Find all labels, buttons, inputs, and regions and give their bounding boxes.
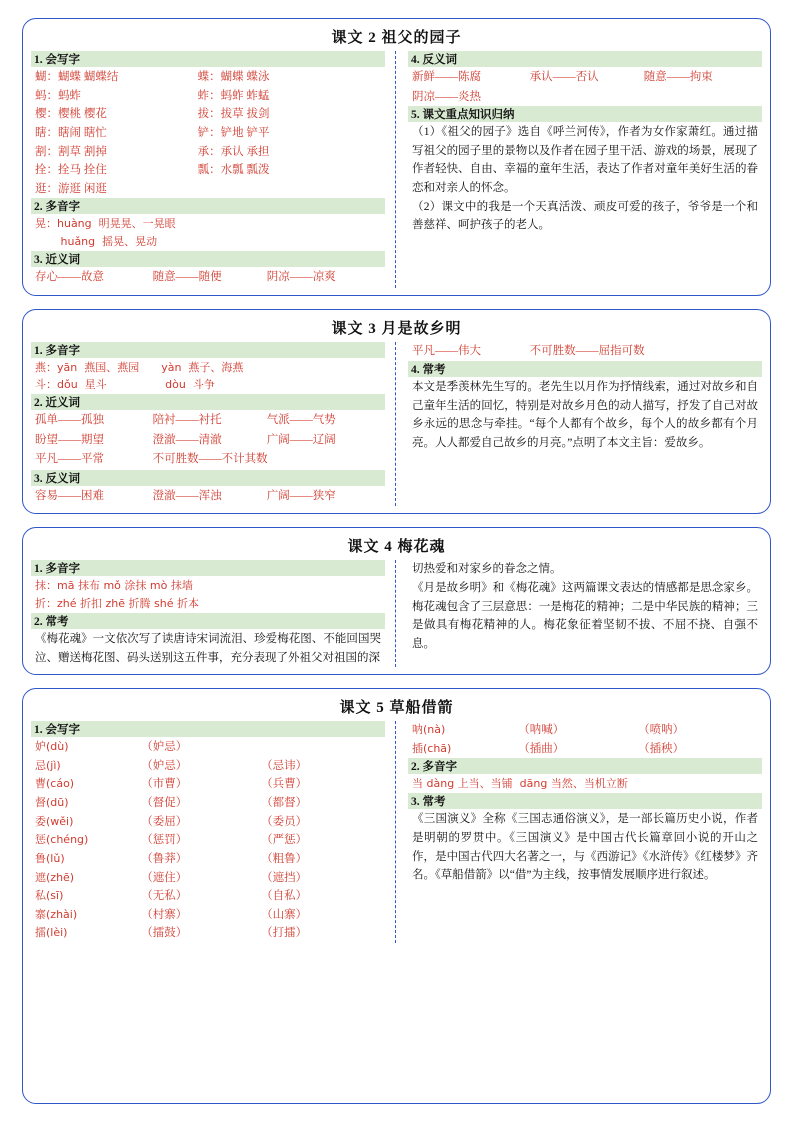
word-pair: 盼望——期望 [35,433,104,446]
section-heading: 2. 多音字 [408,758,762,774]
word-pair: 广阔——狭窄 [266,489,336,502]
word-pair: 澄澈——清澈 [152,433,222,446]
char-row [408,721,762,740]
char-pinyin: 插(chā) [412,741,452,755]
char-pinyin: 委(wěi) [35,814,74,828]
char-word: （市曹） [141,778,188,791]
hanzi-cell: 铲：铲地 铲平 [197,126,270,139]
hanzi-row [31,105,385,124]
char-word: （督促） [141,797,188,810]
lesson-card-5 [22,688,771,1104]
word-pair-row [31,411,385,431]
word-pair-row [31,450,385,470]
hanzi-row [31,180,385,199]
word-pair: 存心——故意 [35,271,104,283]
char-word: （擂鼓） [141,927,188,940]
hanzi-cell: 樱：樱桃 樱花 [35,108,107,121]
column-divider [395,721,396,943]
char-word: （兵曹） [261,778,308,791]
char-word: （忌讳） [261,759,308,772]
char-word: （遮挡） [261,871,308,884]
word-pair: 新鲜——陈腐 [412,71,481,83]
card-columns [31,51,762,288]
word-pair: 平凡——伟大 [412,344,481,357]
word-pair: 随意——随便 [152,271,222,283]
char-row [31,924,385,943]
char-word: （严惩） [261,834,308,847]
card-title: 课文 3 月是故乡明 [331,320,462,337]
polyphone-line: huǎng 摇晃、晃动 [35,235,158,249]
section-heading: 4. 反义词 [408,51,762,67]
word-pair-row [31,487,385,507]
char-row [31,906,385,925]
summary-paragraph: 《月是故乡明》和《梅花魂》这两篇课文表达的情感都是思念家乡。梅花魂包含了三层意思：一是梅花的精神；二是中华民族的精神；三是做具有梅花精神的人。梅花象征着坚韧不拔、不屈不挠、自强不息。 [412,581,758,650]
char-pinyin: 曹(cáo) [35,777,75,791]
hanzi-row [31,68,385,87]
word-pair-line: 阴凉——炎热 [412,90,481,103]
column-left [31,560,394,667]
column-divider [395,51,396,288]
summary-paragraph: （1）《祖父的园子》选自《呼兰河传》，作者为女作家萧红。通过描写祖父的园子里的景物以及作者在园子里干活、游戏的场景，展现了作者轻快、自由、幸福的童年生活，表达了作者对童年美好生活的眷恋和对亲人的怀念。 [412,126,758,195]
word-pair-row [31,268,385,288]
section-heading: 2. 多音字 [31,198,385,214]
hanzi-cell: 蝶：蝴蝶 蝶泳 [197,71,270,83]
column-divider [395,342,396,507]
column-right [397,51,762,288]
column-right [397,560,762,667]
word-pair: 容易——困难 [35,489,104,502]
summary-paragraph: （2）课文中的我是一个天真活泼、顽皮可爱的孩子，爷爷是一个和善慈祥、呵护孩子的老人。 [412,200,758,232]
char-word: （喷呐） [638,724,685,737]
hanzi-cell: 拴：拴马 拴住 [35,164,107,177]
hanzi-cell: 蚂：蚂蚱 [35,89,81,102]
char-row [31,869,385,888]
card-columns [31,721,762,943]
word-pair: 不可胜数——不计其数 [152,453,268,466]
char-word: （无私） [141,890,188,903]
summary-paragraph: 本文是季羡林先生写的。老先生以月作为抒情线索，通过对故乡和自己童年生活的回忆，特别是对故乡月色的动人描写，抒发了自己对故乡永远的思念与牵挂。“每个人都有个故乡，每个人的故乡都有个月亮。人人都爱自己故乡的月亮。”点明了本文主旨：爱故乡。 [412,381,758,449]
char-word: （打擂） [261,927,308,940]
char-pinyin: 惩(chéng) [35,833,89,847]
char-word: （妒忌） [141,759,188,772]
char-word: （呐喊） [518,724,565,737]
char-word: （插秧） [638,742,685,755]
word-pair-row [408,342,762,362]
hanzi-row [31,161,385,180]
word-pair-row [408,68,762,88]
hanzi-row [31,143,385,162]
summary-continuation: 切热爱和对家乡的眷念之情。 [412,563,562,576]
char-pinyin: 妒(dù) [35,740,69,754]
column-right [397,342,762,507]
char-word: （都督） [261,797,308,810]
char-row [31,738,385,757]
polyphone-line: 抹：mā 抹布 mǒ 涂抹 mò 抹墙 [35,579,193,593]
card-title: 课文 4 梅花魂 [347,539,446,556]
hanzi-row [31,124,385,143]
section-heading: 2. 近义词 [31,394,385,410]
card-columns [31,560,762,667]
char-row [31,831,385,850]
polyphone-line: 斗：dǒu 星斗 dòu 斗争 [35,378,215,392]
hanzi-cell: 拔：拔草 拔剑 [197,108,270,121]
char-row [31,794,385,813]
column-left [31,51,394,288]
char-word: （山寨） [261,908,308,921]
word-pair: 平凡——平常 [35,453,104,466]
section-heading: 3. 常考 [408,793,762,809]
char-pinyin: 督(dū) [35,796,69,810]
char-pinyin: 擂(lèi) [35,926,68,940]
char-word: （村寨） [141,908,188,921]
word-pair: 承认——否认 [529,71,599,83]
hanzi-cell [198,180,381,199]
hanzi-cell: 逛：游逛 闲逛 [35,182,107,195]
word-pair: 广阔——辽阔 [266,433,336,446]
char-word: （鲁莽） [141,852,188,865]
lesson-card-3 [22,309,771,515]
card-title: 课文 2 祖父的园子 [331,30,462,46]
char-word: （委员） [261,815,308,828]
char-pinyin: 私(sī) [35,889,64,903]
hanzi-cell: 承：承认 承担 [197,145,270,158]
section-heading: 1. 会写字 [31,721,385,737]
section-heading: 1. 多音字 [31,342,385,358]
column-divider [395,560,396,667]
word-pair: 陪衬——衬托 [152,414,222,427]
word-pair: 孤单——孤独 [35,414,104,427]
card-columns [31,342,762,507]
char-pinyin: 忌(jì) [35,758,61,772]
char-word: （妒忌） [141,741,188,754]
word-pair: 阴凉——凉爽 [266,271,336,283]
char-row [31,887,385,906]
char-pinyin: 呐(nà) [412,723,446,737]
hanzi-row [31,87,385,106]
lesson-card-4 [22,527,771,675]
char-row [31,757,385,776]
char-word: （自私） [261,890,308,903]
polyphone-line: 折：zhé 折扣 zhē 折腾 shé 折本 [35,597,199,611]
column-left [31,342,394,507]
word-pair-row [31,431,385,451]
section-heading: 1. 会写字 [31,51,385,67]
polyphone-line: 燕：yān 燕国、燕园 yàn 燕子、海燕 [35,360,244,374]
column-right [397,721,762,943]
word-pair: 气派——气势 [266,414,336,427]
char-word: （粗鲁） [261,852,308,865]
lesson-card-2 [22,18,771,296]
hanzi-cell: 瓢：水瓢 瓢泼 [197,164,270,177]
section-heading: 3. 反义词 [31,470,385,486]
char-row [31,850,385,869]
summary-paragraph: 《三国演义》全称《三国志通俗演义》，是一部长篇历史小说，作者是明朝的罗贯中。《三国演义》是中国古代长篇章回小说的开山之作，是中国古代四大名著之一，与《西游记》《水浒传》《红楼梦》齐名。《草船借箭》以“借”为主线，按事情发展顺序进行叙述。 [412,813,758,882]
char-pinyin: 鲁(lǔ) [35,851,65,865]
card-title: 课文 5 草船借箭 [339,700,454,717]
section-heading: 1. 多音字 [31,560,385,576]
polyphone-line: 当 dàng 上当、当铺 dāng 当然、当机立断 [412,777,628,791]
section-heading: 2. 常考 [31,613,385,629]
word-pair: 澄澈——浑浊 [152,489,222,502]
char-word: （插曲） [518,742,565,755]
char-word: （惩罚） [141,834,188,847]
hanzi-cell: 割：割草 割掉 [35,145,107,158]
hanzi-cell: 瞎：瞎闹 瞎忙 [35,126,107,139]
column-left [31,721,394,943]
char-word [261,738,381,757]
word-pair: 随意——拘束 [643,71,713,83]
char-pinyin: 遮(zhē) [35,870,75,884]
char-pinyin: 寨(zhài) [35,907,78,921]
char-word: （委屈） [141,815,188,828]
char-row [31,813,385,832]
hanzi-cell: 蝴：蝴蝶 蝴蝶结 [35,71,119,83]
section-heading: 5. 课文重点知识归纳 [408,106,762,122]
char-word: （遮住） [141,871,188,884]
char-row [408,740,762,759]
hanzi-cell: 蚱：蚂蚱 蚱蜢 [197,89,270,102]
section-heading: 4. 常考 [408,361,762,377]
word-pair: 不可胜数——屈指可数 [529,344,645,357]
section-heading: 3. 近义词 [31,251,385,267]
summary-paragraph: 《梅花魂》一文依次写了读唐诗宋词流泪、珍爱梅花图、不能回国哭泣、赠送梅花图、码头送别这五件事，充分表现了外祖父对祖国的深 [35,632,381,664]
char-row [31,775,385,794]
polyphone-line: 晃：huàng 明晃晃、一晃眼 [35,217,176,231]
